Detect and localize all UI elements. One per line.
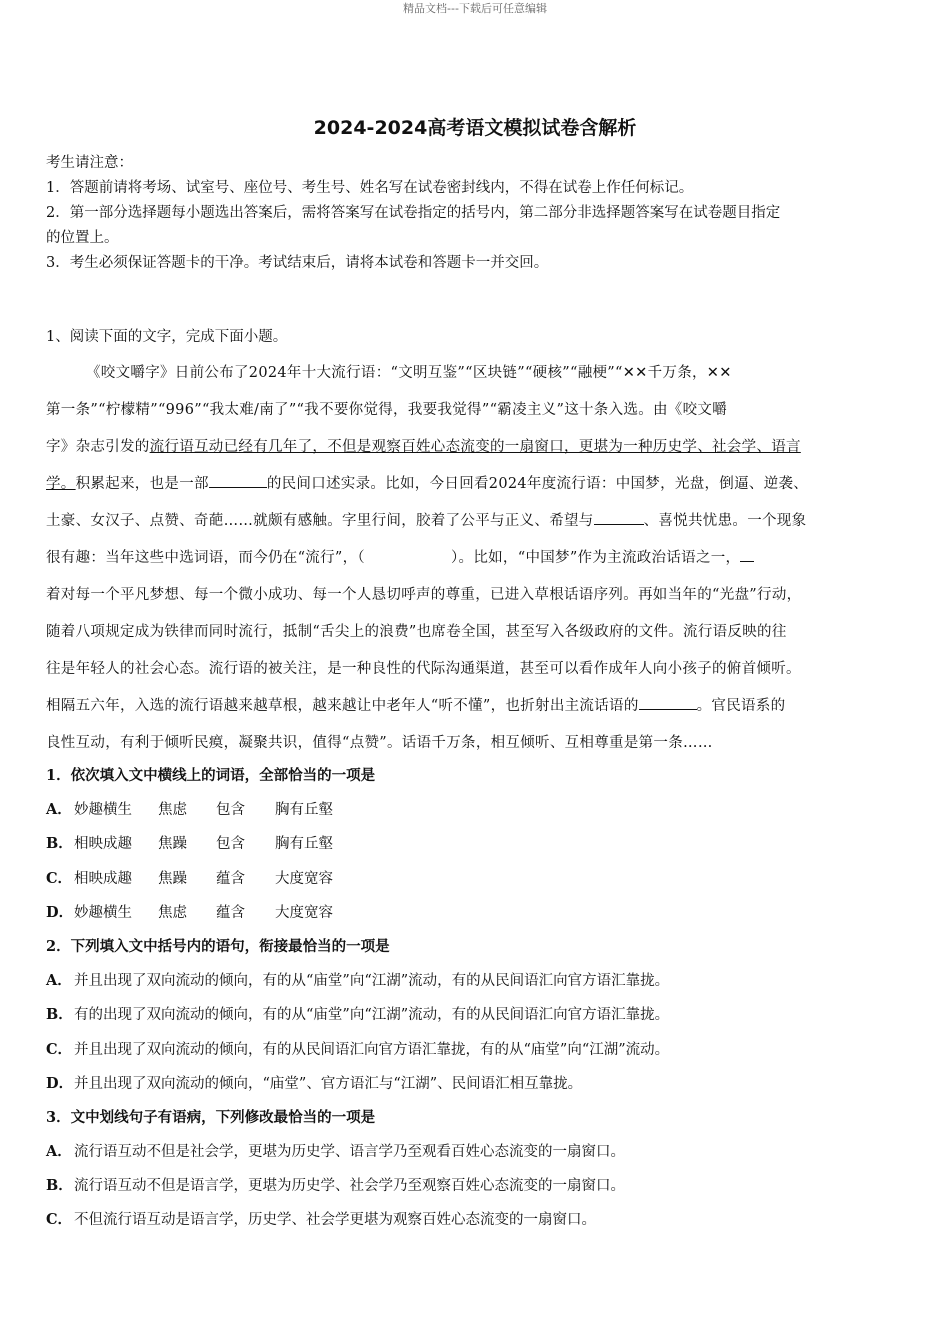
passage-text: 、喜悦共忧患。一个现象 bbox=[643, 513, 807, 529]
option-text: 并且出现了双向流动的倾向，有的从“庙堂”向“江湖”流动，有的从民间语汇向官方语汇靠拢。 bbox=[74, 973, 670, 990]
option-word: 包含 bbox=[216, 836, 245, 853]
option-word: 相映成趣 bbox=[74, 870, 132, 887]
option-text: 有的出现了双向流动的倾向，有的从“庙堂”向“江湖”流动，有的从民间语汇向官方语汇靠拢。 bbox=[74, 1007, 670, 1024]
option-b[interactable] bbox=[46, 1169, 906, 1203]
passage-line bbox=[46, 503, 906, 540]
option-label: A． bbox=[46, 801, 72, 819]
passage-line bbox=[46, 688, 906, 725]
reading-passage bbox=[46, 355, 906, 762]
question-3-stem: 3．文中划线句子有语病，下列修改最恰当的一项是 bbox=[46, 1108, 376, 1126]
option-word: 焦躁 bbox=[158, 836, 187, 853]
option-b[interactable] bbox=[46, 827, 906, 861]
passage-text: 的民间口述实录。比如，今日回看2024年度流行语：中国梦，光盘，倒逼、逆袭、 bbox=[266, 476, 809, 492]
passage-text: ）。比如，“中国梦”作为主流政治话语之一， bbox=[450, 550, 741, 566]
header-watermark: 精品文档---下载后可任意编辑 bbox=[403, 2, 547, 15]
option-text: 不但流行语互动是语言学，历史学、社会学更堪为观察百姓心态流变的一扇窗口。 bbox=[74, 1212, 596, 1229]
fill-blank bbox=[639, 695, 697, 710]
option-a[interactable] bbox=[46, 964, 906, 998]
option-label: B． bbox=[46, 835, 73, 853]
option-word: 胸有丘壑 bbox=[275, 836, 333, 853]
option-c[interactable] bbox=[46, 1203, 906, 1237]
passage-line: 第一条”“柠檬精”“996”“我太难/南了”“我不要你觉得，我要我觉得”“霸凌主义”这十条入选。由《咬文嚼 bbox=[46, 402, 727, 418]
option-label: B． bbox=[46, 1177, 73, 1195]
option-word: 大度宽容 bbox=[275, 904, 333, 921]
underlined-sentence: 流行语互动已经有几年了，不但是观察百姓心态流变的一扇窗口，更堪为一种历史学、社会学、语言 bbox=[149, 439, 801, 455]
passage-line: 着对每一个平凡梦想、每一个微小成功、每一个人恳切呼声的尊重，已进入草根话语序列。再如当年的“光盘”行动， bbox=[46, 587, 802, 603]
question-stem bbox=[46, 930, 906, 964]
option-a[interactable] bbox=[46, 793, 906, 827]
fill-blank bbox=[209, 473, 267, 488]
option-label: A． bbox=[46, 1143, 72, 1161]
option-word: 妙趣横生 bbox=[74, 802, 132, 819]
option-text: 流行语互动不但是社会学，更堪为历史学、语言学乃至观看百姓心态流变的一扇窗口。 bbox=[74, 1144, 625, 1161]
option-d[interactable] bbox=[46, 896, 906, 930]
passage-text: 相隔五六年，入选的流行语越来越草根，越来越让中老年人“听不懂”，也折射出主流话语的 bbox=[46, 698, 639, 714]
passage-text: 积累起来，也是一部 bbox=[75, 476, 209, 492]
option-b[interactable] bbox=[46, 998, 906, 1032]
option-text: 流行语互动不但是语言学，更堪为历史学、社会学乃至观察百姓心态流变的一扇窗口。 bbox=[74, 1178, 625, 1195]
passage-line bbox=[46, 540, 906, 577]
passage-line bbox=[46, 466, 906, 503]
option-word: 大度宽容 bbox=[275, 870, 333, 887]
passage-text: 很有趣：当年这些中选词语，而今仍在“流行”，（ bbox=[46, 550, 365, 566]
notice-item: 的位置上。 bbox=[46, 230, 119, 246]
option-text: 并且出现了双向流动的倾向，有的从民间语汇向官方语汇靠拢，有的从“庙堂”向“江湖”流动。 bbox=[74, 1041, 670, 1058]
passage-line: 良性互动，有利于倾听民瘼，凝聚共识，值得“点赞”。话语千万条，相互倾听、互相尊重是第一条…… bbox=[46, 735, 713, 751]
option-word: 相映成趣 bbox=[74, 836, 132, 853]
passage-line bbox=[46, 355, 906, 392]
underlined-sentence: 学。 bbox=[46, 476, 76, 492]
option-text: 并且出现了双向流动的倾向，“庙堂”、官方语汇与“江湖”、民间语汇相互靠拢。 bbox=[74, 1075, 583, 1092]
question-stem bbox=[46, 1101, 906, 1135]
option-word: 蕴含 bbox=[216, 870, 245, 887]
notice-heading: 考生请注意： bbox=[46, 155, 133, 171]
option-label: C． bbox=[46, 1211, 73, 1229]
option-word: 蕴含 bbox=[216, 904, 245, 921]
option-word: 包含 bbox=[216, 802, 245, 819]
passage-text: 。官民语系的 bbox=[696, 698, 786, 714]
question-2-stem: 2．下列填入文中括号内的语句，衔接最恰当的一项是 bbox=[46, 937, 390, 955]
option-label: A． bbox=[46, 972, 72, 990]
option-word: 焦虑 bbox=[158, 904, 187, 921]
notice-item: 1．答题前请将考场、试室号、座位号、考生号、姓名写在试卷密封线内，不得在试卷上作任何标记。 bbox=[46, 180, 694, 196]
option-word: 胸有丘壑 bbox=[275, 802, 333, 819]
option-label: C． bbox=[46, 869, 73, 887]
option-word: 焦躁 bbox=[158, 870, 187, 887]
option-label: C． bbox=[46, 1040, 73, 1058]
passage-text: 字》杂志引发的 bbox=[46, 439, 150, 455]
notice-item: 2．第一部分选择题每小题选出答案后，需将答案写在试卷指定的括号内，第二部分非选择题答案写在试卷题目指定 bbox=[46, 205, 781, 221]
option-word: 妙趣横生 bbox=[74, 904, 132, 921]
option-a[interactable] bbox=[46, 1135, 906, 1169]
option-d[interactable] bbox=[46, 1067, 906, 1101]
question-list bbox=[46, 759, 906, 1238]
option-word: 焦虑 bbox=[158, 802, 187, 819]
passage-line: 往是年轻人的社会心态。流行语的被关注，是一种良性的代际沟通渠道，甚至可以看作成年人向小孩子的俯首倾听。 bbox=[46, 661, 801, 677]
section-intro: 1、阅读下面的文字，完成下面小题。 bbox=[46, 329, 288, 345]
question-stem bbox=[46, 759, 906, 793]
exam-notice bbox=[46, 151, 906, 276]
passage-text: 土豪、女汉子、点赞、奇葩……就颇有感触。字里行间，胶着了公平与正义、希望与 bbox=[46, 513, 594, 529]
passage-text: 《咬文嚼字》日前公布了2024年十大流行语：“文明互鉴”“区块链”“硬核”“融梗”“✕✕千万条，✕✕ bbox=[86, 365, 732, 381]
option-label: D． bbox=[46, 1074, 74, 1092]
passage-line: 随着八项规定成为铁律而同时流行，抵制“舌尖上的浪费”也席卷全国，甚至写入各级政府的文件。流行语反映的往 bbox=[46, 624, 787, 640]
fill-blank bbox=[594, 510, 644, 525]
option-label: D． bbox=[46, 903, 74, 921]
option-c[interactable] bbox=[46, 862, 906, 896]
passage-line bbox=[46, 429, 906, 466]
option-label: B． bbox=[46, 1006, 73, 1024]
option-c[interactable] bbox=[46, 1033, 906, 1067]
notice-item: 3．考生必须保证答题卡的干净。考试结束后，请将本试卷和答题卡一并交回。 bbox=[46, 255, 549, 271]
fill-blank bbox=[740, 547, 754, 562]
page-title: 2024-2024高考语文模拟试卷含解析 bbox=[313, 117, 637, 139]
question-1-stem: 1．依次填入文中横线上的词语，全部恰当的一项是 bbox=[46, 767, 376, 784]
